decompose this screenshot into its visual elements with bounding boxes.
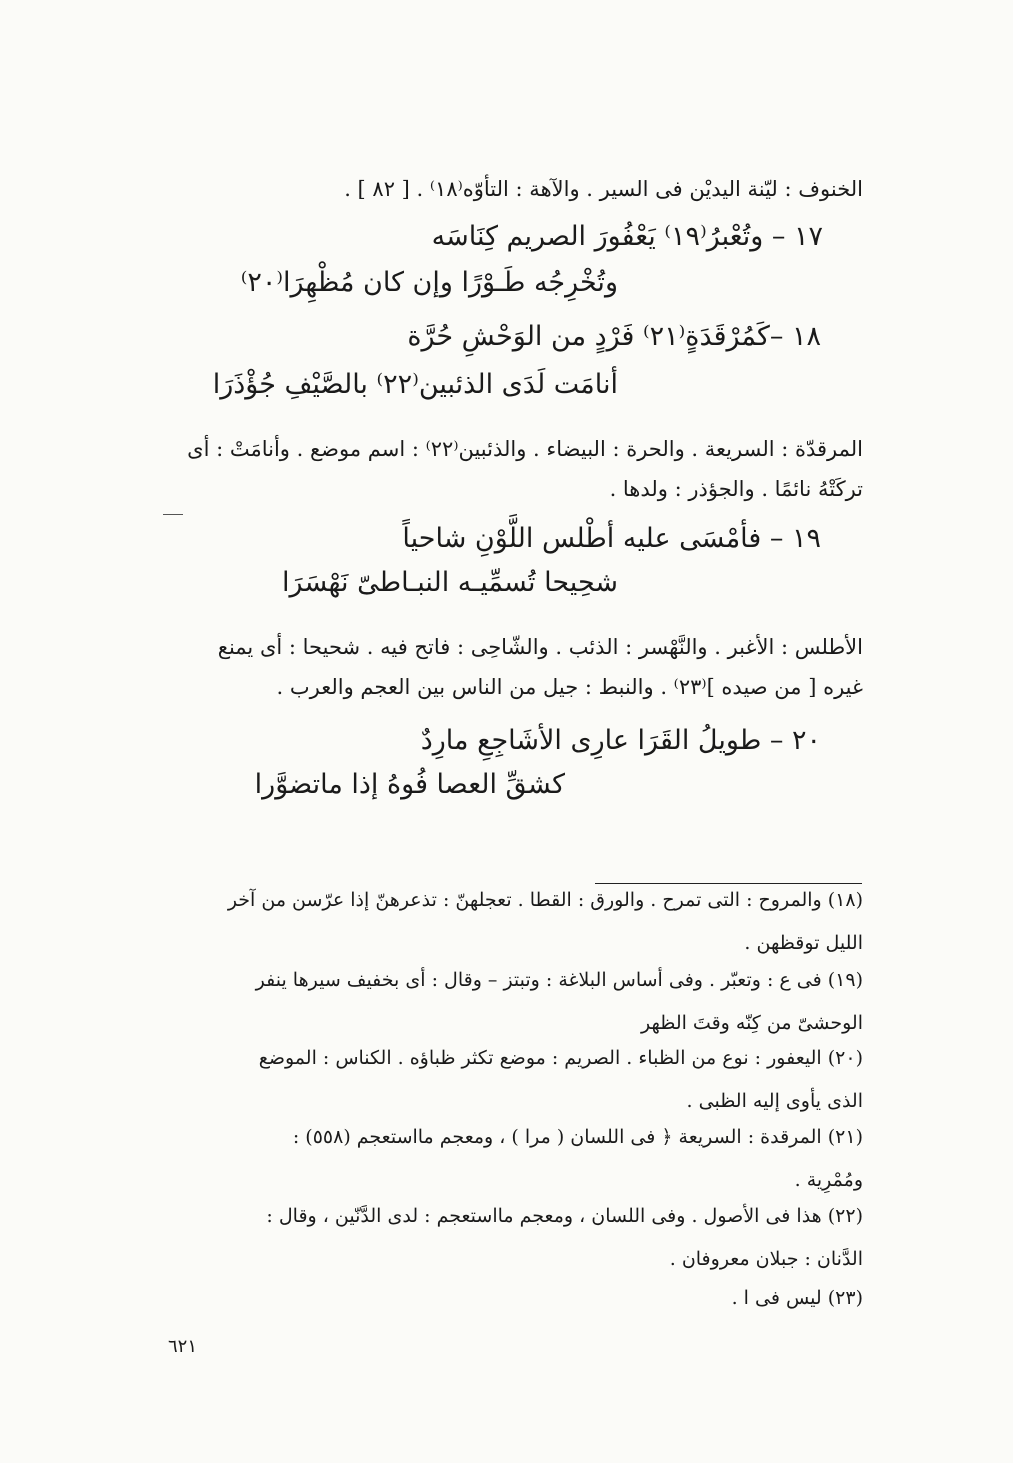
gloss-line: تركَتْهُ نائمًا . والجؤذر : ولدها . (609, 477, 863, 501)
verse-20-first-hemistich: ٢٠ – طويلُ القَرَا عارِى الأشَاجِعِ مارِدٌ (420, 725, 821, 756)
footnote-line: (٢٣) ليس فى ا . (731, 1287, 863, 1309)
verse-18-first-hemistich: ١٨ –كَمُرْقَدَةٍ⁽٢١⁾ فَرْدٍ من الوَحْشِ حُرَّة (407, 321, 821, 352)
gloss-line: الخنوف : ليّنة اليديْن فى السير . والآهة : التأوّه⁽١٨⁾ . [ ٨٢ ] . (344, 177, 863, 201)
verse-20-second-hemistich: كشقِّ العصا فُوهُ إذا ماتضوَّرا (254, 769, 565, 800)
verse-19-second-hemistich: شحِيحا تُسمِّيـه النبـاطىّ نَهْسَرَا (282, 567, 618, 598)
gloss-line: الأطلس : الأغبر . والنَّهْسر : الذئب . والشّاحِى : فاتح فيه . شحيحا : أى يمنع (217, 635, 863, 659)
footnote-line: ومُمْرِية . (794, 1169, 863, 1191)
footnote-line: الدَّنان : جبلان معروفان . (669, 1248, 863, 1270)
verse-18-second-hemistich: أنامَت لَدَى الذئبين⁽٢٢⁾ بالصَّيْفِ جُؤْذَرَا (212, 369, 618, 400)
footnote-line: الليل توقظهن . (744, 932, 863, 954)
gloss-line: غيره [ من صيده ]⁽٢٣⁾ . والنبط : جيل من الناس بين العجم والعرب . (276, 675, 863, 699)
footnote-line: (٢٠) اليعفور : نوع من الظباء . الصريم : موضع تكثر ظباؤه . الكناس : الموضع (258, 1047, 863, 1069)
verse-19-first-hemistich: ١٩ – فأمْسَى عليه أطْلس اللَّوْنِ شاحياً (402, 523, 821, 554)
stray-mark (163, 514, 183, 515)
verse-17-second-hemistich: وتُخْرِجُه طَـوْرًا وإن كان مُظْهِرَا⁽٢٠⁾ (240, 267, 618, 298)
footnote-line: (٢١) المرقدة : السريعة ﴿ فى اللسان ( مرا ) ، ومعجم مااستعجم (٥٥٨) : (292, 1126, 863, 1148)
footnote-line: (١٩) فى ع : وتعبّر . وفى أساس البلاغة : وتبتز – وقال : أى بخفيف سيرها ينفر (255, 969, 863, 991)
gloss-line: المرقدّة : السريعة . والحرة : البيضاء . والذئبين⁽٢٢⁾ : اسم موضع . وأنامَتْ : أى (187, 437, 863, 461)
footnote-line: الذى يأوى إليه الظبى . (686, 1090, 863, 1112)
footnote-line: (١٨) والمروح : التى تمرح . والورق : القطا . تعجلهنّ : تذعرهنّ إذا عرّسن من آخر (227, 889, 863, 911)
footnote-line: (٢٢) هذا فى الأصول . وفى اللسان ، ومعجم مااستعجم : لدى الدَّنّين ، وقال : (266, 1205, 863, 1227)
page-number: ٦٢١ (168, 1336, 198, 1357)
footnote-separator (595, 883, 862, 884)
footnote-line: الوحشىّ من كِنّه وقتَ الظهر (641, 1012, 863, 1034)
verse-17-first-hemistich: ١٧ – وتُعْبرُ⁽١٩⁾ يَعْفُورَ الصريم كِنَاسَه (431, 221, 823, 252)
